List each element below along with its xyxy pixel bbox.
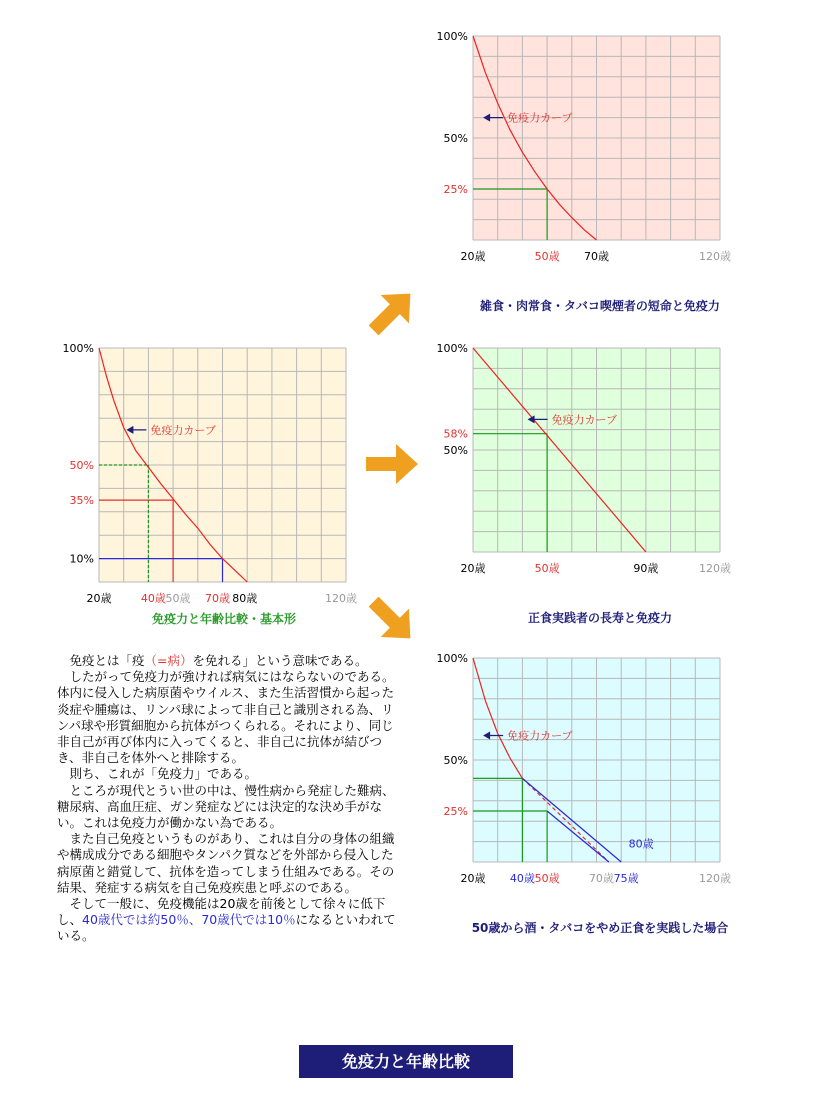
arrow-down-right-icon bbox=[364, 592, 420, 648]
y-tick-label: 35% bbox=[69, 494, 94, 508]
x-tick-label: 20歳 bbox=[460, 562, 486, 575]
annotation-label: 80歳 bbox=[628, 837, 654, 851]
chart-quit bbox=[432, 650, 732, 910]
explanation-text bbox=[57, 653, 397, 945]
x-tick-label: 75歳 bbox=[613, 872, 639, 885]
curve-label: 免疫力カーブ bbox=[507, 729, 573, 743]
x-tick-label: 120歳 bbox=[699, 562, 732, 575]
x-tick-label: 50歳 bbox=[534, 250, 560, 263]
chart-quit-title: 50歳から酒・タバコをやめ正食を実践した場合 bbox=[471, 921, 729, 935]
x-tick-label: 120歳 bbox=[699, 872, 732, 885]
chart-unhealthy-title: 雑食・肉常食・タバコ喫煙者の短命と免疫力 bbox=[480, 299, 720, 313]
y-tick-label: 25% bbox=[443, 183, 468, 196]
y-tick-label: 100% bbox=[436, 342, 468, 355]
y-tick-label: 10% bbox=[69, 552, 94, 566]
y-tick-label: 50% bbox=[443, 132, 468, 145]
page-title-banner: 免疫力と年齢比較 bbox=[299, 1045, 513, 1078]
x-tick-label: 70歳 bbox=[588, 872, 614, 885]
x-tick-label: 40歳 bbox=[140, 592, 166, 605]
chart-basic-title: 免疫力と年齢比較・基本形 bbox=[151, 612, 296, 626]
x-tick-label: 120歳 bbox=[699, 250, 732, 263]
chart-unhealthy bbox=[432, 28, 732, 288]
x-tick-label: 20歳 bbox=[460, 250, 486, 263]
curve-label: 免疫力カーブ bbox=[551, 413, 618, 427]
chart-healthy bbox=[432, 340, 732, 600]
prose-paragraph: 免疫とは「疫（=病）を免れる」という意味である。 bbox=[69, 653, 368, 668]
x-tick-label: 40歳 bbox=[509, 872, 535, 885]
y-tick-label: 50% bbox=[69, 459, 94, 472]
y-tick-label: 100% bbox=[62, 342, 94, 355]
x-tick-label: 20歳 bbox=[460, 872, 486, 885]
x-tick-label: 120歳 bbox=[325, 592, 358, 605]
prose-paragraph: 則ち、これが「免疫力」である。 bbox=[69, 766, 258, 782]
y-tick-label: 25% bbox=[443, 805, 468, 818]
x-tick-label: 70歳 bbox=[205, 592, 231, 605]
x-tick-label: 90歳 bbox=[633, 562, 659, 575]
y-tick-label: 50% bbox=[443, 754, 468, 767]
arrow-up-right-icon bbox=[364, 284, 420, 340]
prose-paragraph: したがって免疫力が強ければ病気にはならないのである。体内に侵入した病原菌やウイルス、また生活習慣から起った炎症や腫瘍は、リンパ球によって非自己と識別される為、リンパ球や形質細胞から抗体がつくられる。それにより、同じ非自己が再び体内に入ってくると、非自己に抗体が結びつき、非自己を体外へと排除する。 bbox=[57, 669, 395, 766]
x-tick-label: 50歳 bbox=[534, 562, 560, 575]
x-tick-label: 70歳 bbox=[584, 250, 609, 263]
y-tick-label: 100% bbox=[436, 652, 468, 665]
curve-label: 免疫力カーブ bbox=[507, 111, 573, 125]
prose-paragraph: そして一般に、免疫機能は20歳を前後として徐々に低下し、40歳代では約50％、70歳代では10％になるといわれている。 bbox=[57, 896, 396, 944]
x-tick-label: 50歳 bbox=[165, 592, 191, 605]
x-tick-label: 20歳 bbox=[86, 592, 112, 605]
curve-label: 免疫力カーブ bbox=[150, 423, 216, 437]
x-tick-label: 80歳 bbox=[232, 592, 258, 605]
y-tick-label: 50% bbox=[443, 444, 468, 457]
prose-paragraph: ところが現代とうい世の中は、慢性病から発症した難病、糖尿病、高血圧症、ガン発症などには決定的な決め手がない。これは免疫力が働かない為である。 bbox=[57, 782, 395, 831]
chart-basic bbox=[58, 340, 358, 630]
chart-healthy-title: 正食実践者の長寿と免疫力 bbox=[527, 611, 672, 625]
prose-paragraph: また自己免疫というものがあり、これは自分の身体の組織や構成成分である細胞やタンパク質などを外部から侵入した病原菌と錯覚して、抗体を造ってしまう仕組みである。その結果、発症する病気を自己免疫疾患と呼ぶのである。 bbox=[57, 831, 395, 895]
y-tick-label: 100% bbox=[436, 30, 468, 43]
y-tick-label: 58% bbox=[443, 427, 468, 441]
x-tick-label: 50歳 bbox=[534, 872, 560, 885]
arrow-right-icon bbox=[364, 436, 420, 492]
